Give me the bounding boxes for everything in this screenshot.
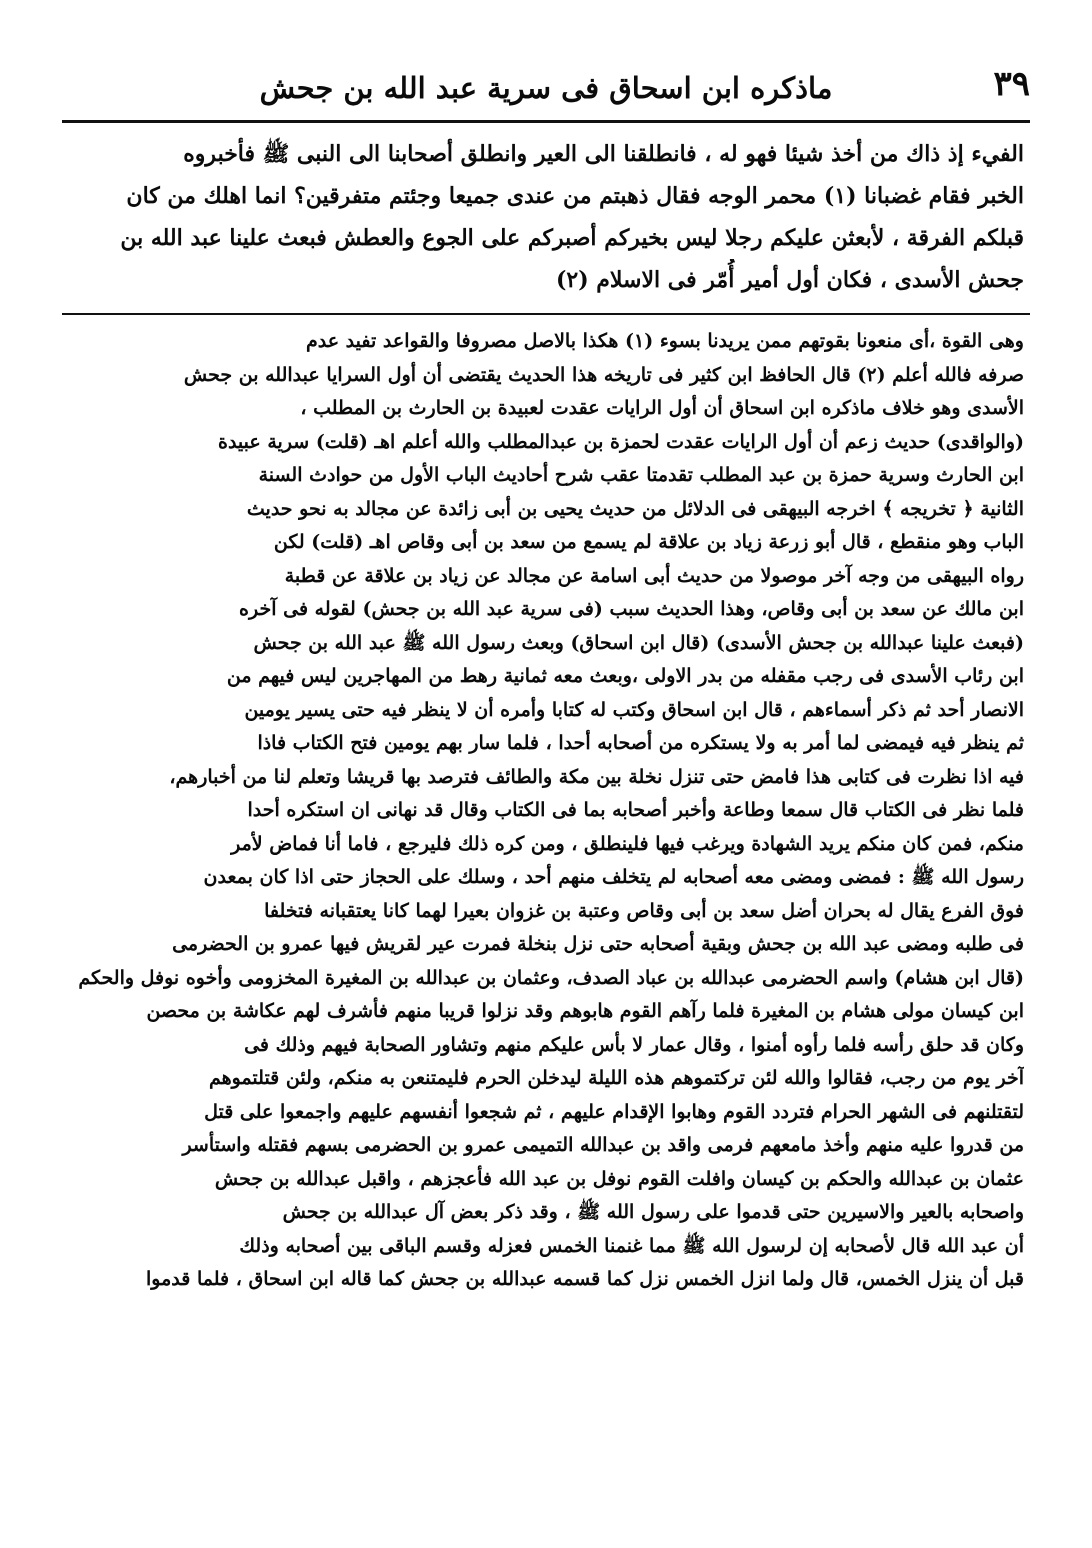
commentary-line: صرفه فالله أعلم (٢) قال الحافظ ابن كثير فى تاريخه هذا الحديث يقتضى أن أول السرايا عبدالله بن جحش (183, 363, 1024, 386)
main-text-line: الخبر فقام غضبانا (١) محمر الوجه فقال ذهبتم من عندى جميعا وجئتم متفرقين؟ انما اهلك من كان (126, 183, 1024, 209)
commentary-line: (والواقدى) حديث زعم أن أول الرايات عقدت لحمزة بن عبدالمطلب والله أعلم اهـ (قلت) سرية عبيدة (218, 430, 1024, 453)
commentary-text (68, 325, 1024, 1297)
commentary-line: عثمان بن عبدالله والحكم بن كيسان وافلت القوم نوفل بن عبد الله فأعجزهم ، واقبل عبدالله بن جحش (214, 1167, 1024, 1190)
main-text-line: الفيء إذ ذاك من أخذ شيئا فهو له ، فانطلقنا الى العير وانطلق أصحابنا الى النبى ﷺ فأخبروه (183, 141, 1024, 167)
main-text (68, 133, 1024, 301)
commentary-line: قبل أن ينزل الخمس، قال ولما انزل الخمس نزل كما قسمه عبدالله بن جحش كما قاله ابن اسحاق ، فلما قدموا (146, 1268, 1024, 1290)
commentary-line: الثانية ﴿ تخريجه ﴾ اخرجه البيهقى فى الدلائل من حديث يحيى بن أبى زائدة عن مجالد به نحو حديث (246, 497, 1024, 520)
commentary-line: منكم، فمن كان منكم يريد الشهادة ويرغب فيها فلينطلق ، ومن كره ذلك فليرجع ، فاما أنا فماض لأمر (231, 832, 1024, 855)
commentary-line: ابن مالك عن سعد بن أبى وقاص، وهذا الحديث سبب (فى سرية عبد الله بن جحش) لقوله فى آخره (239, 598, 1024, 620)
commentary-line: واصحابه بالعير والاسيرين حتى قدموا على رسول الله ﷺ ، وقد ذكر بعض آل عبدالله بن جحش (282, 1201, 1024, 1223)
commentary-line: (فبعث علينا عبدالله بن جحش الأسدى) (قال ابن اسحاق) وبعث رسول الله ﷺ عبد الله بن جحش (253, 631, 1024, 654)
commentary-line: رسول الله ﷺ : فمضى ومضى معه أصحابه لم يتخلف منهم أحد ، وسلك على الحجاز حتى اذا كان بمعدن (203, 866, 1024, 888)
commentary-line: لتقتلنهم فى الشهر الحرام فتردد القوم وهابوا الإقدام عليهم ، ثم شجعوا أنفسهم عليهم واجمعوا على قتل (204, 1100, 1024, 1123)
commentary-line: (قال ابن هشام) واسم الحضرمى عبدالله بن عباد الصدف، وعثمان بن عبدالله بن المغيرة المخزومى وأخوه نوفل والحكم (78, 966, 1024, 989)
header-rule (62, 120, 1030, 123)
commentary-line: آخر يوم من رجب، فقالوا والله لئن تركتموهم هذه الليلة ليدخلن الحرم فليمتنعن به منكم، ولئن قتلتموهم (208, 1067, 1024, 1089)
commentary-line: من قدروا عليه منهم وأخذ مامعهم فرمى واقد بن عبدالله التميمى عمرو بن الحضرمى بسهم فقتله واستأسر (182, 1134, 1024, 1156)
commentary-line: ابن الحارث وسرية حمزة بن عبد المطلب تقدمتا عقب شرح أحاديث الباب الأول من حوادث السنة (258, 464, 1024, 486)
main-text-line: قبلكم الفرقة ، لأبعثن عليكم رجلا ليس بخيركم أصبركم على الجوع والعطش فبعث علينا عبد الله بن (120, 225, 1024, 251)
commentary-line: الانصار أحد ثم ذكر أسماءهم ، قال ابن اسحاق وكتب له كتابا وأمره أن لا ينظر فيه حتى يسير يومين (244, 698, 1024, 721)
running-title: ماذكره ابن اسحاق فى سرية عبد الله بن جحش (259, 71, 833, 105)
commentary-line: رواه البيهقى من وجه آخر موصولا من حديث أبى اسامة عن مجالد عن زياد بن علاقة عن قطبة (284, 564, 1024, 587)
page-header (62, 60, 1030, 112)
footnote-separator (62, 313, 1030, 315)
commentary-line: ثم ينظر فيه فيمضى لما أمر به ولا يستكره من أصحابه أحدا ، فلما سار بهم يومين فتح الكتاب فاذا (257, 732, 1024, 754)
commentary-line: فلما نظر فى الكتاب قال سمعا وطاعة وأخبر أصحابه بما فى الكتاب وقال قد نهانى ان استكره أحدا (247, 799, 1024, 821)
commentary-line: ابن كيسان مولى هشام بن المغيرة فلما رآهم القوم هابوهم وقد نزلوا قريبا منهم فأشرف لهم عكاشة بن محصن (146, 1000, 1024, 1022)
book-page (62, 60, 1030, 1520)
commentary-line: فى طلبه ومضى عبد الله بن جحش وبقية أصحابه حتى نزل بنخلة فمرت عير لقريش فيها عمرو بن الحضرمى (172, 933, 1024, 955)
commentary-line: وكان قد حلق رأسه فلما رأوه أمنوا ، وقال عمار لا بأس عليكم منهم وتشاور الصحابة فيهم وذلك فى (244, 1033, 1024, 1056)
page-number: ٣٩ (993, 64, 1030, 104)
commentary-line: أن عبد الله قال لأصحابه إن لرسول الله ﷺ مما غنمنا الخمس فعزله وقسم الباقى بين أصحابه وذلك (239, 1234, 1024, 1257)
commentary-line: الأسدى وهو خلاف ماذكره ابن اسحاق أن أول الرايات عقدت لعبيدة بن الحارث بن المطلب ، (300, 397, 1024, 419)
commentary-line: ابن رئاب الأسدى فى رجب مقفله من بدر الاولى ،وبعث معه ثمانية رهط من المهاجرين ليس فيهم من (226, 665, 1024, 687)
commentary-line: فيه اذا نظرت فى كتابى هذا فامض حتى تنزل نخلة بين مكة والطائف فترصد بها قريشا وتعلم لنا من أخبارهم، (169, 765, 1024, 788)
main-text-line: جحش الأسدى ، فكان أول أمير أُمّر فى الاسلام (٢) (555, 267, 1024, 293)
commentary-line: الباب وهو منقطع ، قال أبو زرعة زياد بن علاقة لم يسمع من سعد بن أبى وقاص اهـ (قلت) لكن (273, 531, 1024, 553)
commentary-line: فوق الفرع يقال له بحران أضل سعد بن أبى وقاص وعتبة بن غزوان بعيرا لهما كانا يعتقبانه فتخلفا (264, 899, 1024, 922)
commentary-line: وهى القوة ،أى منعونا بقوتهم ممن يريدنا بسوء (١) هكذا بالاصل مصروفا والقواعد تفيد عدم (305, 330, 1024, 352)
